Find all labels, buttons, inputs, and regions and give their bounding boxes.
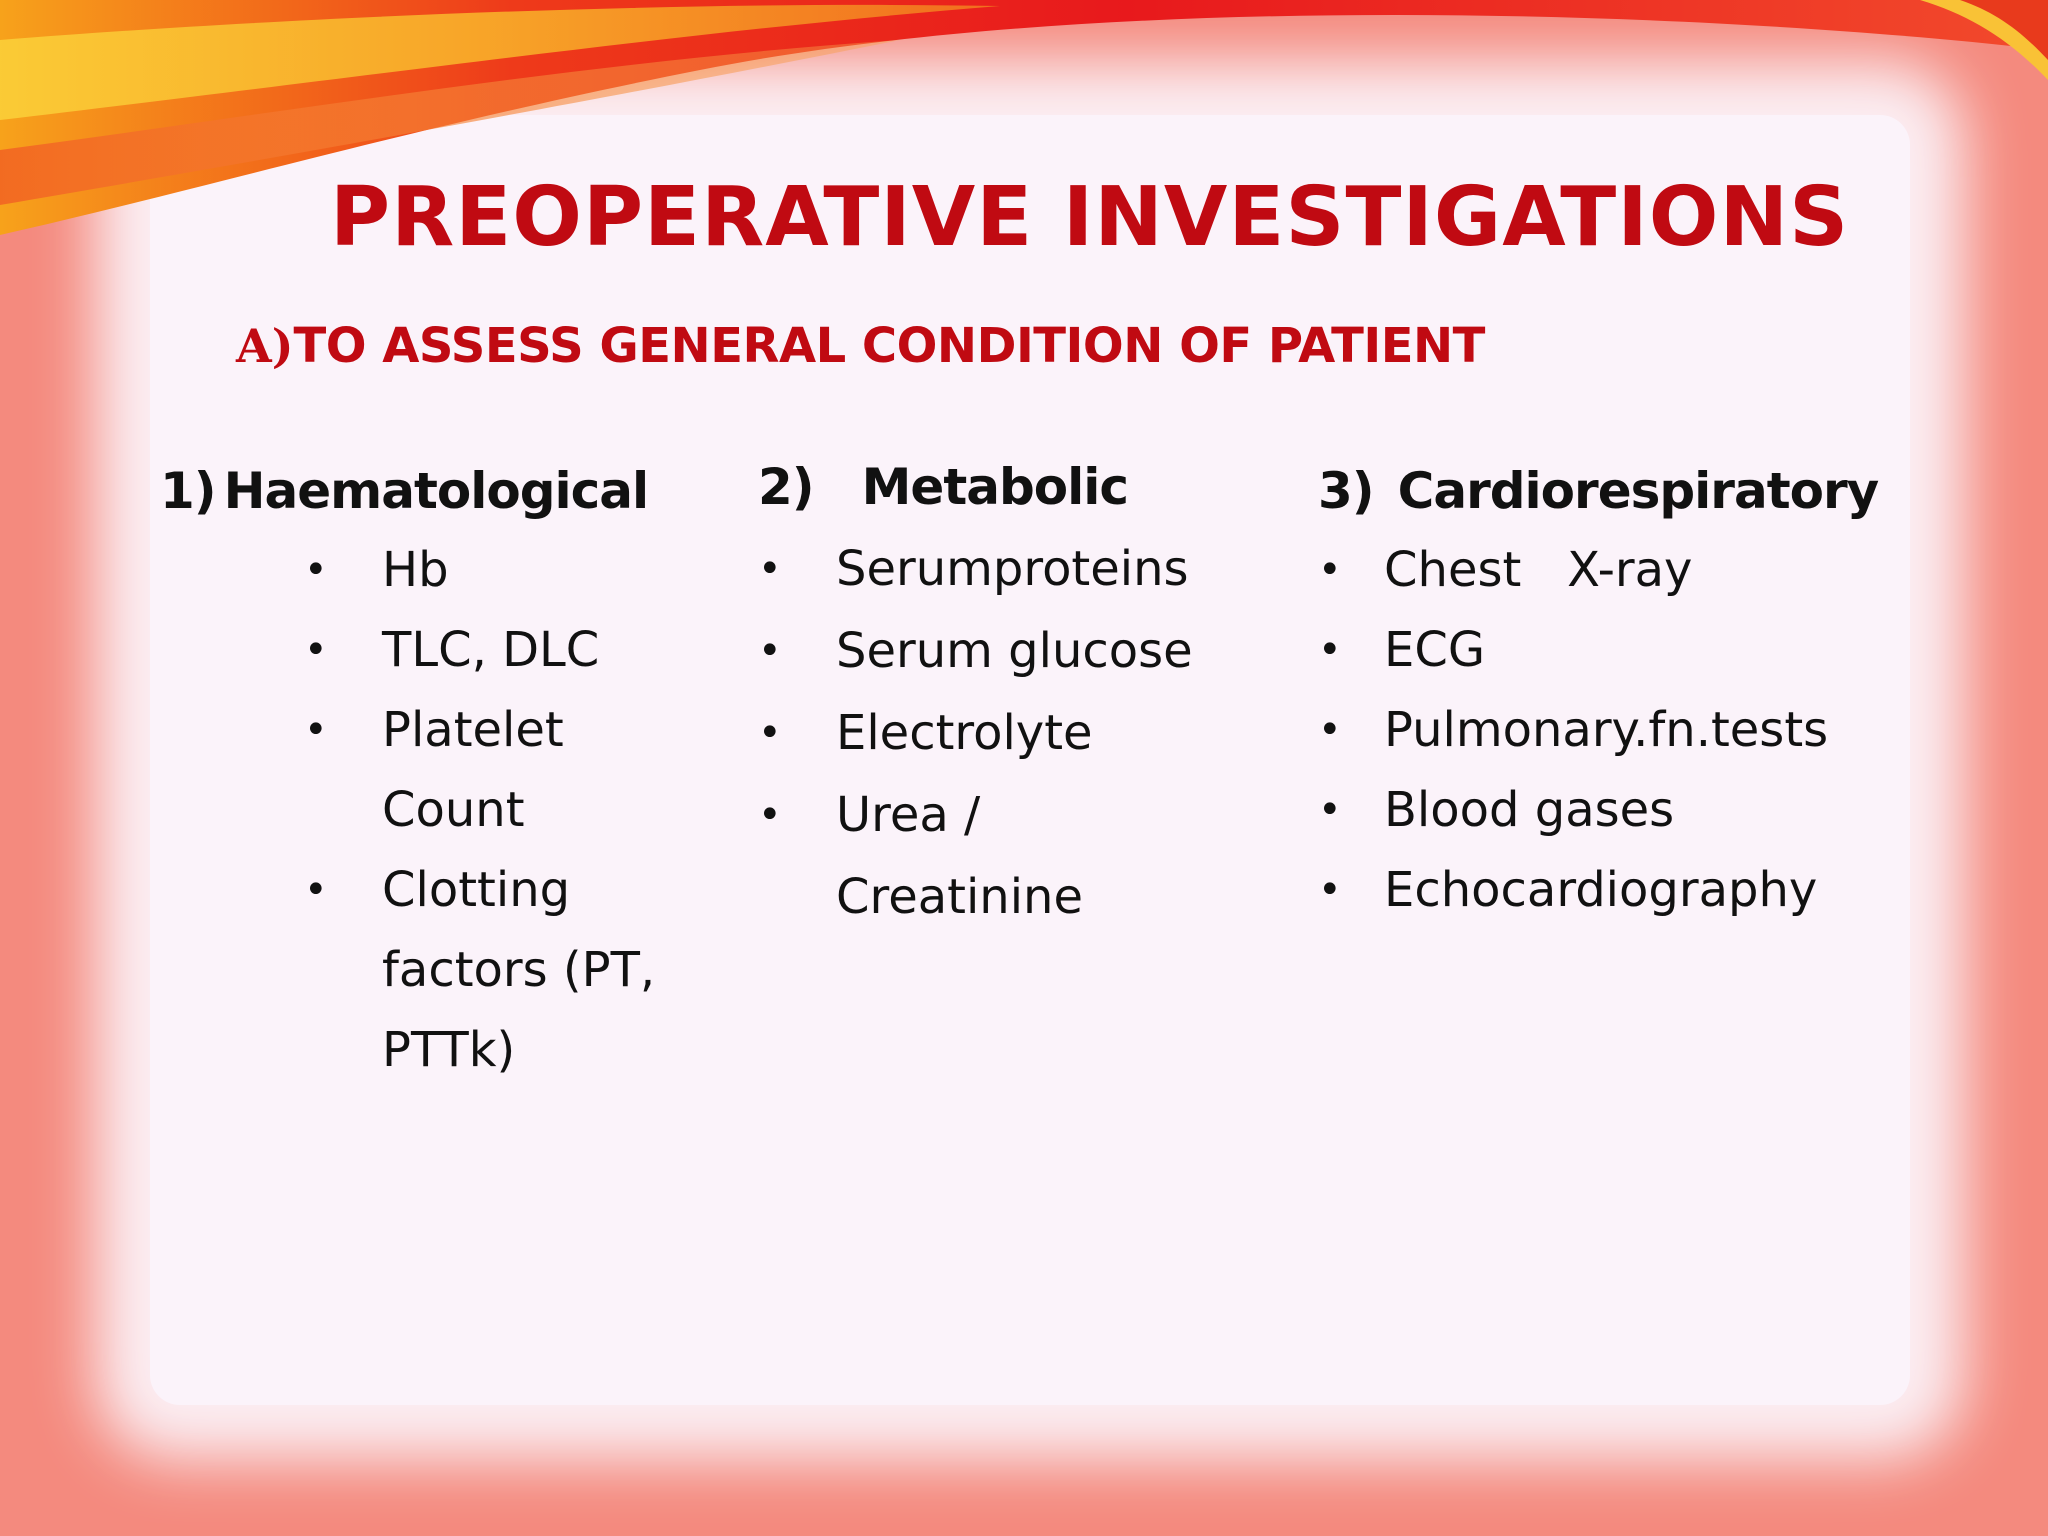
bullet-icon: •	[758, 792, 782, 838]
list-item-text: Serumproteins	[836, 541, 1189, 597]
list-item	[304, 850, 656, 1090]
column-heading-text: Metabolic	[861, 458, 1129, 516]
investigation-list	[758, 528, 1193, 938]
bullet-icon: •	[1318, 867, 1342, 913]
subtitle-marker: A)	[236, 319, 294, 373]
list-item-text: factors (PT,	[382, 942, 656, 998]
list-item-text: Platelet	[382, 702, 564, 758]
column-cardiorespiratory	[1318, 462, 1878, 930]
list-item-text: Clotting	[382, 862, 571, 918]
list-item	[1318, 610, 1878, 690]
subtitle-text: TO ASSESS GENERAL CONDITION OF PATIENT	[293, 318, 1485, 374]
bullet-icon: •	[304, 547, 328, 593]
list-item-text: Serum glucose	[836, 623, 1193, 679]
column-number: 2)	[758, 458, 814, 516]
investigation-list	[304, 530, 656, 1090]
list-item-text: PTTk)	[382, 1022, 516, 1078]
list-item-text: Pulmonary.fn.tests	[1384, 702, 1829, 758]
column-haematological	[160, 462, 655, 1090]
column-heading	[758, 458, 1193, 516]
list-item	[1318, 770, 1878, 850]
list-item	[758, 774, 1193, 938]
list-item-text: Echocardiography	[1384, 862, 1818, 918]
column-number: 3)	[1318, 462, 1374, 520]
bullet-icon: •	[1318, 787, 1342, 833]
list-item	[304, 690, 655, 850]
list-item-text: Electrolyte	[836, 705, 1093, 761]
column-number: 1)	[160, 462, 216, 520]
bullet-icon: •	[304, 707, 328, 753]
column-heading-text: Cardiorespiratory	[1397, 462, 1879, 520]
list-item	[304, 530, 655, 610]
column-heading	[160, 462, 655, 520]
list-item-text: Hb	[382, 542, 449, 598]
list-item	[304, 610, 655, 690]
bullet-icon: •	[758, 546, 782, 592]
list-item	[758, 610, 1193, 692]
list-item-text: Blood gases	[1384, 782, 1675, 838]
list-item-text: ECG	[1384, 622, 1486, 678]
list-item-text: Chest X-ray	[1384, 542, 1693, 598]
bullet-icon: •	[758, 628, 782, 674]
slide-subtitle	[236, 318, 1485, 374]
column-heading	[1318, 462, 1878, 520]
list-item-text: TLC, DLC	[382, 622, 600, 678]
bullet-icon: •	[304, 627, 328, 673]
list-item-text: Urea /	[836, 787, 981, 843]
investigation-list	[1318, 530, 1878, 930]
list-item	[1318, 850, 1878, 930]
column-heading-text: Haematological	[223, 462, 649, 520]
bullet-icon: •	[304, 867, 328, 913]
bullet-icon: •	[1318, 707, 1342, 753]
list-item	[758, 692, 1193, 774]
list-item-text: Count	[382, 782, 525, 838]
bullet-icon: •	[1318, 547, 1342, 593]
list-item-text: Creatinine	[836, 869, 1084, 925]
slide-title: PREOPERATIVE INVESTIGATIONS	[330, 170, 1850, 265]
list-item	[758, 528, 1193, 610]
list-item	[1318, 530, 1878, 610]
bullet-icon: •	[1318, 627, 1342, 673]
bullet-icon: •	[758, 710, 782, 756]
list-item	[1318, 690, 1878, 770]
column-metabolic	[758, 458, 1193, 938]
